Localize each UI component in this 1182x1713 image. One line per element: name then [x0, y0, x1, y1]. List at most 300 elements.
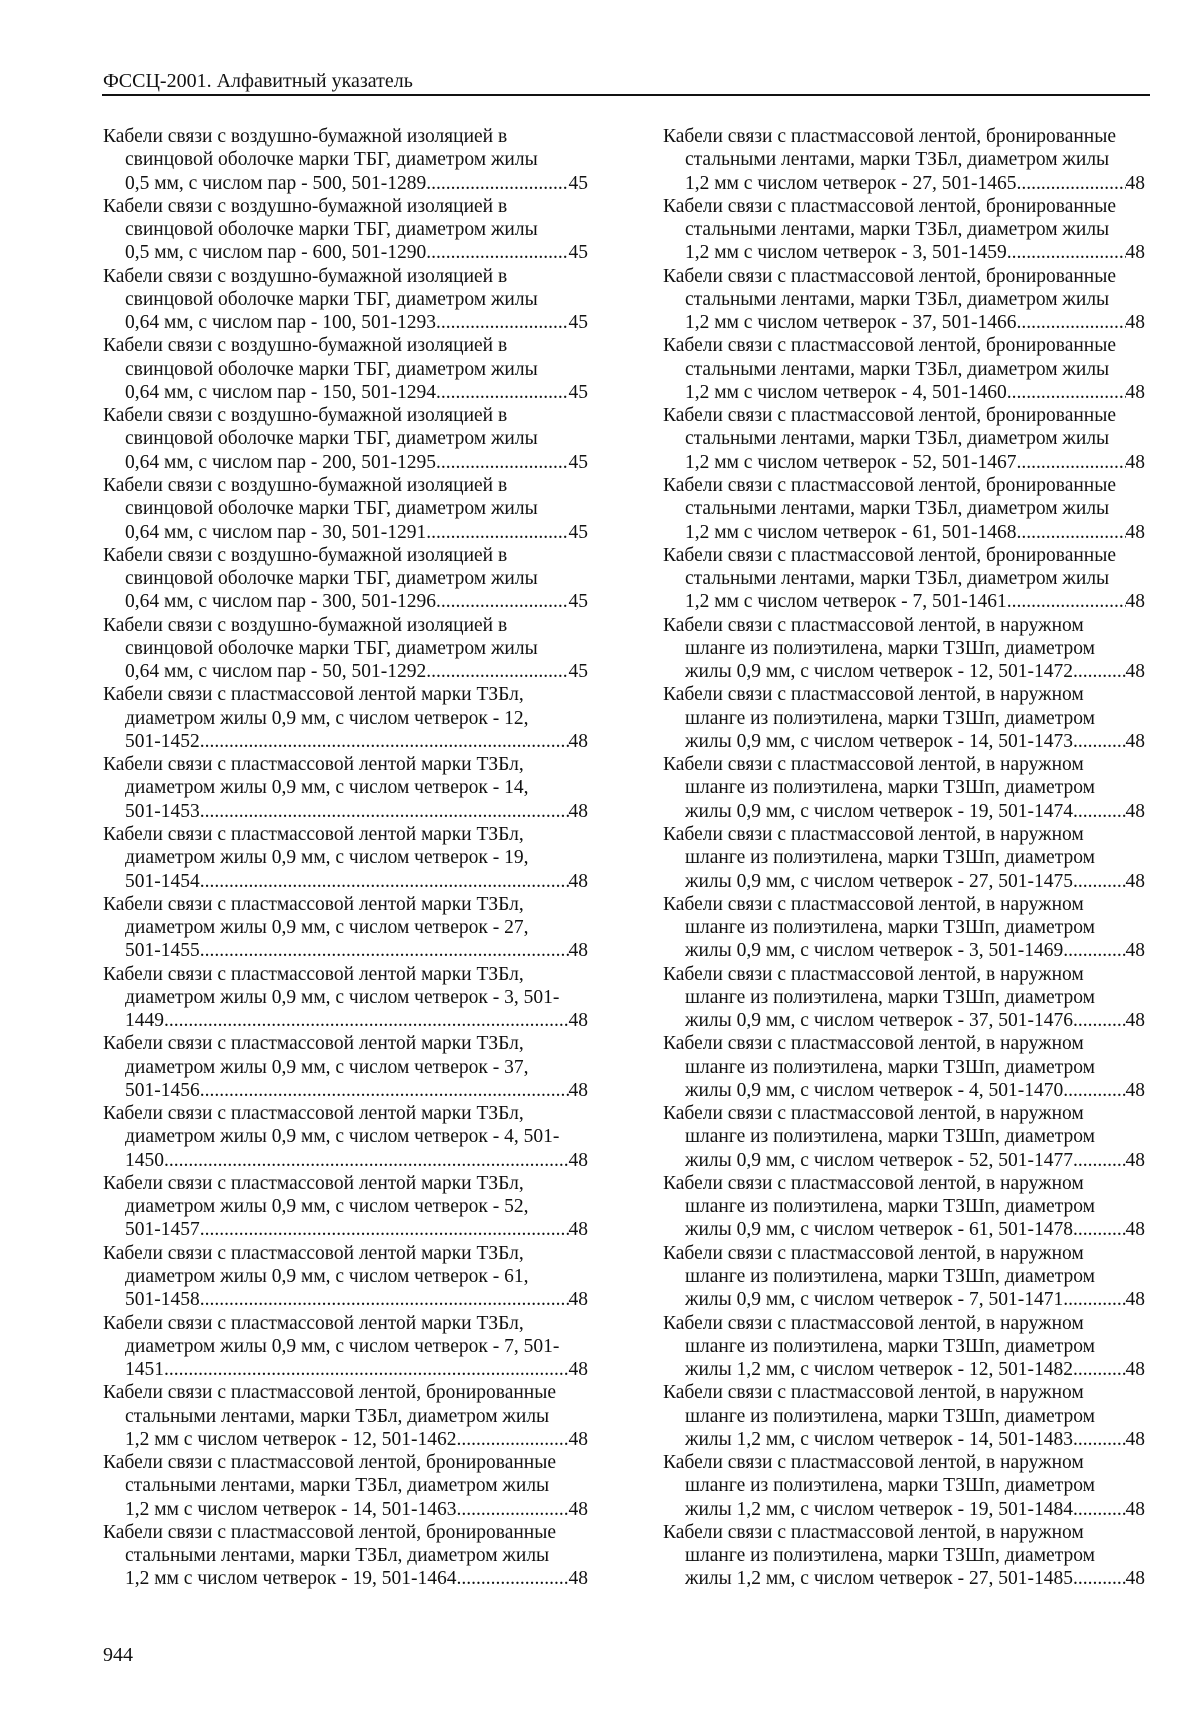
entry-line: [103, 148, 588, 171]
index-entry: [663, 683, 1145, 753]
entry-text: Кабели связи с пластмассовой лентой, в наружном: [663, 614, 1084, 636]
entry-page: 45: [568, 661, 588, 683]
entry-line: [103, 1102, 588, 1125]
entry-line: [103, 172, 588, 195]
entry-line: [103, 1312, 588, 1335]
entry-text: стальными лентами, марки ТЗБл, диаметром жилы: [685, 149, 1110, 171]
entry-text: жилы 0,9 мм, с числом четверок - 14, 501-1473: [685, 730, 1073, 752]
entry-line: [663, 730, 1145, 753]
leader-dots: [200, 870, 569, 893]
entry-text: Кабели связи с пластмассовой лентой, в наружном: [663, 1242, 1084, 1264]
entry-line: [103, 358, 588, 381]
entry-text: свинцовой оболочке марки ТБГ, диаметром жилы: [125, 498, 538, 520]
entry-line: [103, 1451, 588, 1474]
entry-line: [663, 1428, 1145, 1451]
entry-line: [103, 404, 588, 427]
entry-text: Кабели связи с пластмассовой лентой, в наружном: [663, 754, 1084, 776]
entry-line: [103, 870, 588, 893]
entry-page: 48: [568, 1498, 588, 1520]
entry-line: [103, 1265, 588, 1288]
entry-line: [103, 1521, 588, 1544]
entry-line: [663, 1405, 1145, 1428]
entry-page: 48: [568, 1219, 588, 1241]
entry-text: 0,64 мм, с числом пар - 30, 501-1291: [125, 521, 427, 543]
entry-text: Кабели связи с пластмассовой лентой, бронированные: [663, 126, 1116, 147]
leader-dots: [1017, 311, 1126, 334]
entry-text: Кабели связи с пластмассовой лентой марки ТЗБл,: [103, 1242, 524, 1264]
leader-dots: [436, 590, 568, 613]
entry-line: [663, 1079, 1145, 1102]
entry-text: шланге из полиэтилена, марки ТЗШп, диаметром: [685, 1405, 1095, 1427]
entry-line: [103, 637, 588, 660]
leader-dots: [426, 521, 568, 544]
entry-text: Кабели связи с воздушно-бумажной изоляцией в: [103, 195, 508, 217]
index-entry: [103, 404, 588, 474]
entry-text: Кабели связи с воздушно-бумажной изоляцией в: [103, 614, 508, 636]
entry-line: [103, 1009, 588, 1032]
entry-line: [663, 334, 1145, 357]
entry-line: [663, 1521, 1145, 1544]
leader-dots: [1073, 1498, 1126, 1521]
entry-line: [663, 893, 1145, 916]
entry-line: [663, 614, 1145, 637]
entry-page: 48: [568, 940, 588, 962]
entry-text: стальными лентами, марки ТЗБл, диаметром жилы: [125, 1545, 550, 1567]
index-entry: [103, 1521, 588, 1591]
entry-line: [103, 823, 588, 846]
entry-text: 1,2 мм с числом четверок - 7, 501-1461: [685, 591, 1007, 613]
entry-text: 1,2 мм с числом четверок - 3, 501-1459: [685, 242, 1007, 264]
entry-line: [663, 683, 1145, 706]
entry-line: [663, 1218, 1145, 1241]
entry-text: диаметром жилы 0,9 мм, с числом четверок - 4, 501-: [125, 1126, 560, 1148]
entry-page: 48: [1125, 800, 1145, 822]
entry-text: Кабели связи с воздушно-бумажной изоляцией в: [103, 126, 508, 147]
entry-text: Кабели связи с пластмассовой лентой марки ТЗБл,: [103, 1172, 524, 1194]
entry-page: 48: [1125, 730, 1145, 752]
index-entry: [103, 1102, 588, 1172]
entry-text: шланге из полиэтилена, марки ТЗШп, диаметром: [685, 1126, 1095, 1148]
leader-dots: [1007, 590, 1126, 613]
index-entry: [663, 195, 1145, 265]
leader-dots: [1073, 800, 1126, 823]
index-entry: [663, 474, 1145, 544]
entry-text: 0,64 мм, с числом пар - 100, 501-1293: [125, 312, 437, 334]
entry-text: 0,64 мм, с числом пар - 50, 501-1292: [125, 661, 427, 683]
entry-line: [103, 1567, 588, 1590]
entry-text: 1,2 мм с числом четверок - 52, 501-1467: [685, 451, 1017, 473]
entry-text: свинцовой оболочке марки ТБГ, диаметром жилы: [125, 288, 538, 310]
index-entry: [663, 1451, 1145, 1521]
leader-dots: [1063, 939, 1125, 962]
index-entry: [103, 195, 588, 265]
entry-line: [103, 1381, 588, 1404]
entry-line: [663, 1172, 1145, 1195]
entry-line: [103, 241, 588, 264]
entry-text: Кабели связи с пластмассовой лентой марки ТЗБл,: [103, 1312, 524, 1334]
leader-dots: [1063, 1079, 1125, 1102]
entry-text: стальными лентами, марки ТЗБл, диаметром жилы: [685, 568, 1110, 590]
index-entry: [663, 1242, 1145, 1312]
entry-text: Кабели связи с пластмассовой лентой, бронированные: [663, 474, 1116, 496]
entry-text: диаметром жилы 0,9 мм, с числом четверок - 61,: [125, 1266, 529, 1288]
entry-line: [103, 334, 588, 357]
entry-text: 501-1455: [125, 940, 200, 962]
index-entry: [103, 963, 588, 1033]
entry-page: 48: [1125, 661, 1145, 683]
index-entry: [663, 893, 1145, 963]
leader-dots: [436, 381, 568, 404]
entry-page: 48: [568, 1568, 588, 1590]
entry-line: [663, 1498, 1145, 1521]
entry-text: диаметром жилы 0,9 мм, с числом четверок - 52,: [125, 1196, 529, 1218]
entry-page: 45: [568, 312, 588, 334]
entry-line: [663, 497, 1145, 520]
entry-line: [663, 1544, 1145, 1567]
entry-text: 501-1456: [125, 1079, 200, 1101]
entry-text: Кабели связи с пластмассовой лентой марки ТЗБл,: [103, 823, 524, 845]
entry-text: Кабели связи с пластмассовой лентой, бронированные: [663, 544, 1116, 566]
index-entry: [103, 125, 588, 195]
entry-line: [663, 1358, 1145, 1381]
entry-line: [103, 1079, 588, 1102]
entry-text: 1449: [125, 1010, 164, 1032]
entry-text: жилы 0,9 мм, с числом четверок - 12, 501-1472: [685, 661, 1073, 683]
entry-page: 48: [1125, 1289, 1145, 1311]
entry-text: Кабели связи с пластмассовой лентой марки ТЗБл,: [103, 1103, 524, 1125]
entry-line: [103, 1242, 588, 1265]
entry-line: [663, 427, 1145, 450]
entry-text: шланге из полиэтилена, марки ТЗШп, диаметром: [685, 1266, 1095, 1288]
entry-text: Кабели связи с пластмассовой лентой, в наружном: [663, 1033, 1084, 1055]
entry-text: свинцовой оболочке марки ТБГ, диаметром жилы: [125, 637, 538, 659]
entry-line: [663, 1288, 1145, 1311]
leader-dots: [200, 730, 569, 753]
entry-line: [663, 1125, 1145, 1148]
entry-text: жилы 0,9 мм, с числом четверок - 7, 501-1471: [685, 1289, 1064, 1311]
entry-page: 48: [1125, 381, 1145, 403]
index-column-right: [663, 125, 1145, 1591]
entry-text: стальными лентами, марки ТЗБл, диаметром жилы: [685, 288, 1110, 310]
entry-text: шланге из полиэтилена, марки ТЗШп, диаметром: [685, 1335, 1095, 1357]
entry-line: [103, 916, 588, 939]
entry-page: 48: [568, 730, 588, 752]
entry-line: [663, 311, 1145, 334]
entry-text: Кабели связи с пластмассовой лентой, в наружном: [663, 1452, 1084, 1474]
index-entry: [103, 1172, 588, 1242]
leader-dots: [1073, 1567, 1126, 1590]
entry-page: 48: [568, 1289, 588, 1311]
index-entry: [663, 1102, 1145, 1172]
entry-text: 1,2 мм с числом четверок - 61, 501-1468: [685, 521, 1017, 543]
entry-text: Кабели связи с пластмассовой лентой, в наружном: [663, 823, 1084, 845]
entry-text: Кабели связи с пластмассовой лентой марки ТЗБл,: [103, 893, 524, 915]
entry-page: 48: [568, 870, 588, 892]
entry-line: [103, 893, 588, 916]
entry-text: 501-1452: [125, 730, 200, 752]
leader-dots: [1073, 1428, 1126, 1451]
entry-text: Кабели связи с пластмассовой лентой, в наружном: [663, 684, 1084, 706]
entry-text: Кабели связи с пластмассовой лентой, в наружном: [663, 1521, 1084, 1543]
entry-text: Кабели связи с воздушно-бумажной изоляцией в: [103, 544, 508, 566]
leader-dots: [164, 1358, 569, 1381]
leader-dots: [436, 451, 568, 474]
entry-line: [663, 474, 1145, 497]
entry-line: [103, 1498, 588, 1521]
entry-text: жилы 0,9 мм, с числом четверок - 3, 501-1469: [685, 940, 1064, 962]
entry-page: 48: [1125, 242, 1145, 264]
leader-dots: [457, 1428, 569, 1451]
entry-line: [103, 614, 588, 637]
entry-text: Кабели связи с пластмассовой лентой, бронированные: [663, 195, 1116, 217]
entry-text: Кабели связи с пластмассовой лентой марки ТЗБл,: [103, 754, 524, 776]
entry-text: шланге из полиэтилена, марки ТЗШп, диаметром: [685, 1545, 1095, 1567]
entry-line: [103, 963, 588, 986]
entry-text: Кабели связи с воздушно-бумажной изоляцией в: [103, 335, 508, 357]
entry-text: Кабели связи с пластмассовой лентой, бронированные: [663, 265, 1116, 287]
entry-line: [103, 451, 588, 474]
entry-line: [103, 730, 588, 753]
entry-line: [663, 660, 1145, 683]
entry-line: [663, 939, 1145, 962]
entry-line: [663, 1335, 1145, 1358]
index-entry: [663, 1521, 1145, 1591]
index-entry: [103, 1312, 588, 1382]
entry-text: 1,2 мм с числом четверок - 14, 501-1463: [125, 1498, 457, 1520]
entry-line: [663, 195, 1145, 218]
entry-text: Кабели связи с пластмассовой лентой, в наружном: [663, 893, 1084, 915]
index-entry: [663, 963, 1145, 1033]
entry-page: 45: [568, 451, 588, 473]
index-entry: [663, 334, 1145, 404]
entry-line: [663, 1451, 1145, 1474]
entry-text: 1,2 мм с числом четверок - 27, 501-1465: [685, 172, 1017, 194]
entry-text: Кабели связи с воздушно-бумажной изоляцией в: [103, 474, 508, 496]
entry-text: 1,2 мм с числом четверок - 4, 501-1460: [685, 381, 1007, 403]
entry-text: свинцовой оболочке марки ТБГ, диаметром жилы: [125, 568, 538, 590]
leader-dots: [426, 172, 568, 195]
entry-text: 1450: [125, 1149, 164, 1171]
index-entry: [103, 334, 588, 404]
entry-line: [663, 800, 1145, 823]
entry-line: [663, 1032, 1145, 1055]
entry-text: 0,5 мм, с числом пар - 500, 501-1289: [125, 172, 427, 194]
leader-dots: [1073, 870, 1126, 893]
entry-text: жилы 0,9 мм, с числом четверок - 61, 501-1478: [685, 1219, 1073, 1241]
entry-page: 48: [568, 1149, 588, 1171]
entry-line: [103, 1056, 588, 1079]
entry-line: [663, 1312, 1145, 1335]
leader-dots: [436, 311, 568, 334]
entry-text: стальными лентами, марки ТЗБл, диаметром жилы: [685, 358, 1110, 380]
entry-line: [103, 567, 588, 590]
entry-line: [663, 1056, 1145, 1079]
entry-line: [103, 1288, 588, 1311]
entry-line: [103, 1195, 588, 1218]
entry-text: жилы 0,9 мм, с числом четверок - 27, 501-1475: [685, 870, 1073, 892]
entry-text: жилы 1,2 мм, с числом четверок - 27, 501-1485: [685, 1568, 1073, 1590]
entry-page: 45: [568, 242, 588, 264]
entry-page: 48: [568, 800, 588, 822]
entry-text: диаметром жилы 0,9 мм, с числом четверок - 3, 501-: [125, 986, 560, 1008]
index-entry: [103, 1451, 588, 1521]
index-entry: [663, 265, 1145, 335]
entry-text: Кабели связи с пластмассовой лентой, бронированные: [103, 1382, 556, 1404]
entry-text: свинцовой оболочке марки ТБГ, диаметром жилы: [125, 219, 538, 241]
entry-page: 48: [568, 1359, 588, 1381]
entry-line: [103, 1358, 588, 1381]
entry-text: 0,5 мм, с числом пар - 600, 501-1290: [125, 242, 427, 264]
entry-text: Кабели связи с пластмассовой лентой, в наружном: [663, 963, 1084, 985]
index-entry: [103, 1242, 588, 1312]
entry-text: шланге из полиэтилена, марки ТЗШп, диаметром: [685, 1056, 1095, 1078]
leader-dots: [164, 1149, 569, 1172]
leader-dots: [1007, 381, 1126, 404]
entry-text: 501-1454: [125, 870, 200, 892]
entry-line: [103, 753, 588, 776]
entry-line: [663, 1567, 1145, 1590]
entry-line: [103, 1125, 588, 1148]
entry-page: 48: [1125, 451, 1145, 473]
index-entry: [103, 265, 588, 335]
entry-line: [663, 846, 1145, 869]
entry-line: [103, 497, 588, 520]
index-entry: [103, 1381, 588, 1451]
entry-line: [663, 288, 1145, 311]
entry-line: [663, 986, 1145, 1009]
entry-page: 45: [568, 591, 588, 613]
entry-line: [103, 288, 588, 311]
index-column-left: [103, 125, 588, 1591]
entry-text: 501-1458: [125, 1289, 200, 1311]
entry-text: Кабели связи с пластмассовой лентой, в наружном: [663, 1382, 1084, 1404]
index-entry: [663, 544, 1145, 614]
index-entry: [103, 893, 588, 963]
entry-text: шланге из полиэтилена, марки ТЗШп, диаметром: [685, 637, 1095, 659]
entry-text: жилы 0,9 мм, с числом четверок - 37, 501-1476: [685, 1010, 1073, 1032]
entry-line: [103, 660, 588, 683]
entry-text: жилы 0,9 мм, с числом четверок - 52, 501-1477: [685, 1149, 1073, 1171]
entry-page: 48: [1125, 1219, 1145, 1241]
index-entry: [103, 614, 588, 684]
entry-line: [103, 381, 588, 404]
entry-line: [103, 1405, 588, 1428]
entry-line: [663, 1242, 1145, 1265]
entry-text: диаметром жилы 0,9 мм, с числом четверок - 27,: [125, 917, 529, 939]
entry-line: [103, 265, 588, 288]
entry-text: Кабели связи с пластмассовой лентой, бронированные: [103, 1452, 556, 1474]
entry-line: [103, 1474, 588, 1497]
leader-dots: [164, 1009, 569, 1032]
entry-line: [663, 381, 1145, 404]
entry-line: [663, 172, 1145, 195]
entry-line: [663, 823, 1145, 846]
entry-line: [663, 1381, 1145, 1404]
entry-page: 48: [568, 1428, 588, 1450]
leader-dots: [1073, 1149, 1126, 1172]
entry-line: [663, 265, 1145, 288]
entry-text: шланге из полиэтилена, марки ТЗШп, диаметром: [685, 1196, 1095, 1218]
entry-page: 48: [568, 1010, 588, 1032]
entry-line: [663, 637, 1145, 660]
entry-line: [663, 916, 1145, 939]
entry-page: 48: [1125, 870, 1145, 892]
entry-line: [103, 846, 588, 869]
entry-text: Кабели связи с пластмассовой лентой, бронированные: [103, 1521, 556, 1543]
entry-line: [663, 1195, 1145, 1218]
header-rule: [102, 94, 1150, 96]
leader-dots: [426, 660, 568, 683]
entry-text: диаметром жилы 0,9 мм, с числом четверок - 37,: [125, 1056, 529, 1078]
entry-line: [663, 870, 1145, 893]
entry-page: 48: [1125, 1359, 1145, 1381]
entry-text: Кабели связи с пластмассовой лентой, бронированные: [663, 405, 1116, 427]
entry-line: [663, 451, 1145, 474]
entry-text: Кабели связи с пластмассовой лентой, бронированные: [663, 335, 1116, 357]
entry-line: [103, 521, 588, 544]
index-entry: [663, 404, 1145, 474]
entry-text: жилы 1,2 мм, с числом четверок - 12, 501-1482: [685, 1359, 1073, 1381]
entry-text: стальными лентами, марки ТЗБл, диаметром жилы: [685, 498, 1110, 520]
entry-text: стальными лентами, марки ТЗБл, диаметром жилы: [125, 1405, 550, 1427]
leader-dots: [1073, 730, 1126, 753]
entry-page: 48: [1125, 521, 1145, 543]
entry-line: [103, 1218, 588, 1241]
entry-line: [103, 311, 588, 334]
index-entry: [103, 823, 588, 893]
entry-line: [103, 1032, 588, 1055]
leader-dots: [1063, 1288, 1125, 1311]
entry-page: 48: [1125, 1428, 1145, 1450]
entry-line: [103, 590, 588, 613]
entry-text: 1,2 мм с числом четверок - 19, 501-1464: [125, 1568, 457, 1590]
leader-dots: [1017, 172, 1126, 195]
entry-line: [103, 427, 588, 450]
entry-text: диаметром жилы 0,9 мм, с числом четверок - 7, 501-: [125, 1335, 560, 1357]
entry-text: диаметром жилы 0,9 мм, с числом четверок - 14,: [125, 777, 529, 799]
entry-line: [103, 1172, 588, 1195]
entry-text: 1,2 мм с числом четверок - 12, 501-1462: [125, 1428, 457, 1450]
entry-text: стальными лентами, марки ТЗБл, диаметром жилы: [125, 1475, 550, 1497]
index-entry: [663, 753, 1145, 823]
entry-page: 48: [1125, 312, 1145, 334]
entry-line: [103, 683, 588, 706]
entry-text: шланге из полиэтилена, марки ТЗШп, диаметром: [685, 986, 1095, 1008]
entry-text: жилы 1,2 мм, с числом четверок - 19, 501-1484: [685, 1498, 1073, 1520]
entry-text: 501-1457: [125, 1219, 200, 1241]
entry-line: [103, 939, 588, 962]
leader-dots: [1017, 451, 1126, 474]
entry-page: 48: [1125, 172, 1145, 194]
index-entry: [663, 614, 1145, 684]
entry-line: [103, 1149, 588, 1172]
entry-line: [103, 125, 588, 148]
entry-text: 0,64 мм, с числом пар - 150, 501-1294: [125, 381, 437, 403]
entry-text: Кабели связи с пластмассовой лентой марки ТЗБл,: [103, 963, 524, 985]
entry-line: [663, 1149, 1145, 1172]
entry-page: 48: [1125, 591, 1145, 613]
entry-text: шланге из полиэтилена, марки ТЗШп, диаметром: [685, 777, 1095, 799]
entry-line: [663, 218, 1145, 241]
entry-line: [103, 195, 588, 218]
leader-dots: [1007, 241, 1126, 264]
entry-text: жилы 0,9 мм, с числом четверок - 19, 501-1474: [685, 800, 1073, 822]
running-header: ФССЦ-2001. Алфавитный указатель: [103, 70, 413, 92]
entry-line: [663, 358, 1145, 381]
entry-text: Кабели связи с пластмассовой лентой марки ТЗБл,: [103, 684, 524, 706]
entry-line: [663, 404, 1145, 427]
entry-text: жилы 0,9 мм, с числом четверок - 4, 501-1470: [685, 1079, 1064, 1101]
